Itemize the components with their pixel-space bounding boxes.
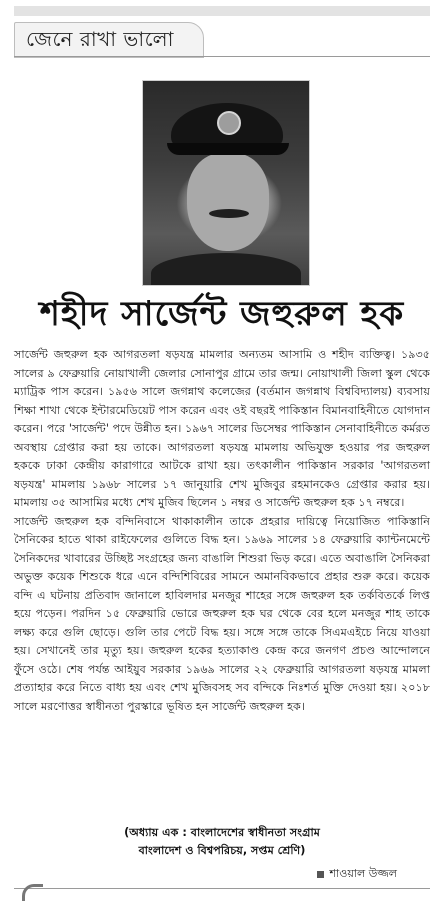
mustache-shape [209,209,249,218]
source-citation [14,824,430,860]
cap-visor [167,143,289,155]
author-byline [317,866,397,882]
source-line-1: (অধ্যায় এক : বাংলাদেশের স্বাধীনতা সংগ্রাম [124,826,320,839]
article-body [14,346,430,716]
article-title: শহীদ সার্জেন্ট জহুরুল হক [39,294,405,334]
byline-square-icon [317,871,324,878]
section-title: জেনে রাখা ভালো [26,27,174,51]
portrait-photo [142,80,310,286]
source-line-2: বাংলাদেশ ও বিশ্বপরিচয়, সপ্তম শ্রেণি) [138,844,306,857]
face-shape [187,153,269,251]
page-curl-icon [22,884,43,901]
cap-badge-icon [217,111,241,135]
author-name: শাওয়াল উজ্জল [329,867,397,880]
footer-divider [14,888,430,889]
top-decorative-band [14,6,430,16]
article-paragraph-2: সার্জেন্ট জহুরুল হক বন্দিনিবাসে থাকাকালীন তাকে প্রহরার দায়িত্বে নিয়োজিত পাকিস্তানি সৈনিকের হাতে থাকা রাইফেলের গুলিতে বিদ্ধ হন। ১৯৬৯ সালের ১৪ ফেব্রুয়ারি ক্যান্টনমেন্টে সৈনিকদের খাবারের উচ্ছিষ্ট সংগ্রহের জন্য বাঙালি শিশুরা ভিড় করে। এতে অবাঙালি সৈনিকরা অভুক্ত কয়েক শিশুকে ধরে এনে বন্দিশিবিরের সামনে অমানবিকভাবে প্রহার শুরু করে। কয়েক বন্দি এ ঘটনায় প্রতিবাদ জানালে হাবিলদার মনজুর শাহের সঙ্গে জহুরুল হক তর্কবিতর্কে লিপ্ত হয়ে পড়েন। পরদিন ১৫ ফেব্রুয়ারি ভোরে জহুরুল হক ঘর থেকে বের হলে মনজুর শাহ তাকে লক্ষ্য করে গুলি ছোড়ে। গুলি তার পেটে বিদ্ধ হয়। সঙ্গে সঙ্গে তাকে সিএমএইচে নিয়ে যাওয়া হয়। সেখানেই তার মৃত্যু হয়। জহুরুল হকের হত্যাকাণ্ড কেন্দ্র করে জনগণ প্রচণ্ড আন্দোলনে ফুঁসে ওঠে। শেষ পর্যন্ত আইয়ুব সরকার ১৯৬৯ সালের ২২ ফেব্রুয়ারি আগরতলা ষড়যন্ত্র মামলা প্রত্যাহার করে নিতে বাধ্য হয় এবং শেখ মুজিবসহ সব বন্দিকে নিঃশর্ত মুক্তি দেওয়া হয়। ২০১৮ সালে মরণোত্তর স্বাধীনতা পুরস্কারে ভূষিত হন সার্জেন্ট জহুরুল হক। [14,514,430,713]
article-paragraph-1: সার্জেন্ট জহুরুল হক আগরতলা ষড়যন্ত্র মামলার অন্যতম আসামি ও শহীদ ব্যক্তিত্ব। ১৯৩৫ সালের ৯ ফেব্রুয়ারি নোয়াখালী জেলার সোনাপুর গ্রামে তার জন্ম। নোয়াখালী জিলা স্কুল থেকে ম্যাট্রিক পাস করেন। ১৯৫৬ সালে জগন্নাথ কলেজের (বর্তমান জগন্নাথ বিশ্ববিদ্যালয়) ব্যবসায় শিক্ষা শাখা থেকে ইন্টারমেডিয়েট পাস করেন এবং ওই বছরই পাকিস্তান বিমানবাহিনীতে যোগদান করেন। পরে 'সার্জেন্ট' পদে উন্নীত হন। ১৯৬৭ সালের ডিসেম্বর পাকিস্তান সেনাবাহিনীতে কর্মরত অবস্থায় গ্রেপ্তার করা হয় তাকে। আগরতলা ষড়যন্ত্র মামলায় অভিযুক্ত হওয়ার পর জহুরুল হককে ঢাকা কেন্দ্রীয় কারাগারে আটকে রাখা হয়। তৎকালীন পাকিস্তান সরকার 'আগরতলা ষড়যন্ত্র' মামলায় ১৯৬৮ সালের ১৭ জানুয়ারি শেখ মুজিবুর রহমানকেও গ্রেপ্তার করার হয়। মামলায় ৩৫ আসামির মধ্যে শেখ মুজিব ছিলেন ১ নম্বর ও সার্জেন্ট জহুরুল হক ১৭ নম্বরে। [14,348,430,509]
uniform-collar [151,253,301,286]
header-divider [14,56,430,57]
